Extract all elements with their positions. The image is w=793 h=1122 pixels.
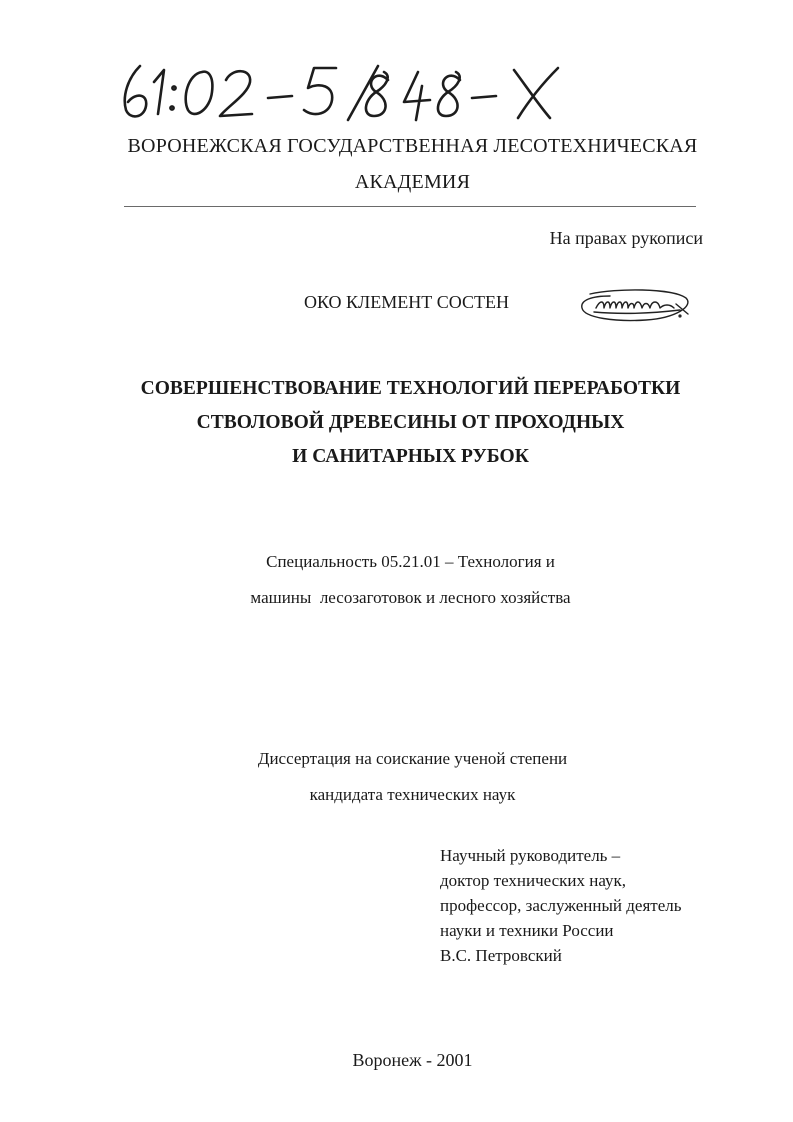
supervisor-block (440, 843, 682, 968)
dissertation-title (14, 372, 793, 474)
supervisor-line-3: профессор, заслуженный деятель (440, 896, 682, 915)
rights-note: На правах рукописи (549, 228, 703, 248)
institution-line-1: ВОРОНЕЖСКАЯ ГОСУДАРСТВЕННАЯ ЛЕСОТЕХНИЧЕСКАЯ (127, 135, 698, 157)
supervisor-line-4: науки и техники России (440, 921, 614, 940)
degree-statement (16, 741, 793, 813)
specialty-line-1: Специальность 05.21.01 – Технология и (266, 552, 555, 571)
supervisor-line-1: Научный руководитель – (440, 846, 621, 865)
institution-name (16, 128, 793, 200)
degree-line-2: кандидата технических наук (309, 785, 516, 804)
specialty-line-2: машины лесозаготовок и лесного хозяйства (250, 588, 571, 607)
supervisor-name: В.С. Петровский (440, 946, 562, 965)
author-name: ОКО КЛЕМЕНТ СОСТЕН (304, 292, 509, 312)
degree-line-1: Диссертация на соискание ученой степени (257, 749, 568, 768)
title-line-2: СТВОЛОВОЙ ДРЕВЕСИНЫ ОТ ПРОХОДНЫХ (196, 412, 625, 433)
city-year: Воронеж - 2001 (352, 1050, 473, 1070)
specialty (14, 544, 793, 616)
title-line-3: И САНИТАРНЫХ РУБОК (292, 446, 529, 467)
signature-drawing (576, 286, 694, 324)
handwritten-code-drawing (118, 58, 578, 124)
institution-line-2: АКАДЕМИЯ (354, 171, 471, 193)
title-line-1: СОВЕРШЕНСТВОВАНИЕ ТЕХНОЛОГИЙ ПЕРЕРАБОТКИ (140, 378, 681, 399)
header-divider (124, 206, 696, 207)
handwritten-archive-code (118, 58, 578, 124)
author-signature (576, 286, 694, 324)
supervisor-line-2: доктор технических наук, (440, 871, 627, 890)
